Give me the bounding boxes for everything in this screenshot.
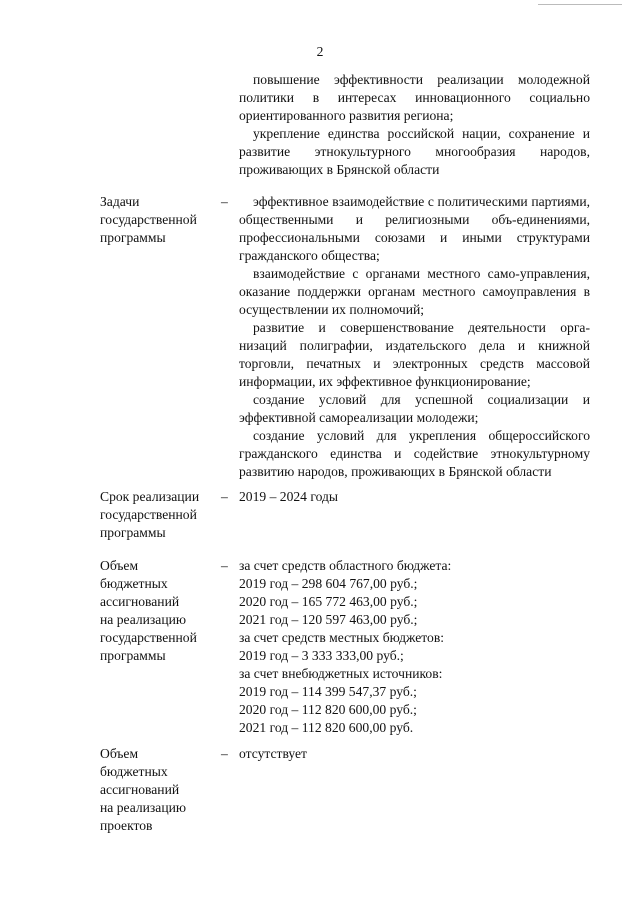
budget-line: 2020 год – 112 820 600,00 руб.; <box>239 702 417 717</box>
budget-line: 2021 год – 112 820 600,00 руб. <box>239 720 414 735</box>
budget-label: Объем бюджетных ассигнований на реализацию государственной программы <box>100 558 197 663</box>
budget-line: 2020 год – 165 772 463,00 руб.; <box>239 594 418 609</box>
task-item: создание условий для успешной социализации и эффективной самореализации молодежи; <box>239 392 590 425</box>
page-number: 2 <box>316 44 324 59</box>
tasks-dash: – <box>221 194 228 209</box>
budget-line: 2019 год – 298 604 767,00 руб.; <box>239 576 418 591</box>
term-label: Срок реализации государственной программы <box>100 489 200 540</box>
tasks-label: Задачи государственной программы <box>100 194 197 245</box>
term-value: 2019 – 2024 годы <box>239 489 339 504</box>
budget-line: 2019 год – 114 399 547,37 руб.; <box>239 684 417 699</box>
budget-line: за счет средств областного бюджета: <box>239 558 452 573</box>
budget-line: за счет средств местных бюджетов: <box>239 630 445 645</box>
budget-line: 2021 год – 120 597 463,00 руб.; <box>239 612 418 627</box>
scan-edge-mark <box>538 4 622 5</box>
task-item: эффективное взаимодействие с политическими партиями, общественными и религиозными объ-единениями, профессиональными союзами и иными структурами гражданского общества; <box>239 194 590 263</box>
budget-line: за счет внебюджетных источников: <box>239 666 443 681</box>
budget-dash: – <box>221 558 228 573</box>
intro-paragraph: повышение эффективности реализации молодежной политики в интересах инновационного социально ориентированного развития региона; <box>239 72 590 123</box>
task-item: развитие и совершенствование деятельности орга-низаций полиграфии, издательского дела и книжной торговли, печатных и электронных средств массовой информации, их эффективное функционирование; <box>239 320 590 389</box>
intro-paragraph: укрепление единства российской нации, сохранение и развитие этнокультурного многообразия народов, проживающих в Брянской области <box>239 126 590 177</box>
task-item: взаимодействие с органами местного само-управления, оказание поддержки органам местного самоуправления в осуществлении их полномочий; <box>239 266 590 317</box>
task-item: создание условий для укрепления общероссийского гражданского единства и содействие этнокультурному развитию народов, проживающих в Брянской области <box>239 428 590 479</box>
projects-value: отсутствует <box>239 746 308 761</box>
projects-dash: – <box>221 746 228 761</box>
term-dash: – <box>221 489 228 504</box>
projects-label: Объем бюджетных ассигнований на реализацию проектов <box>100 746 187 833</box>
budget-line: 2019 год – 3 333 333,00 руб.; <box>239 648 404 663</box>
